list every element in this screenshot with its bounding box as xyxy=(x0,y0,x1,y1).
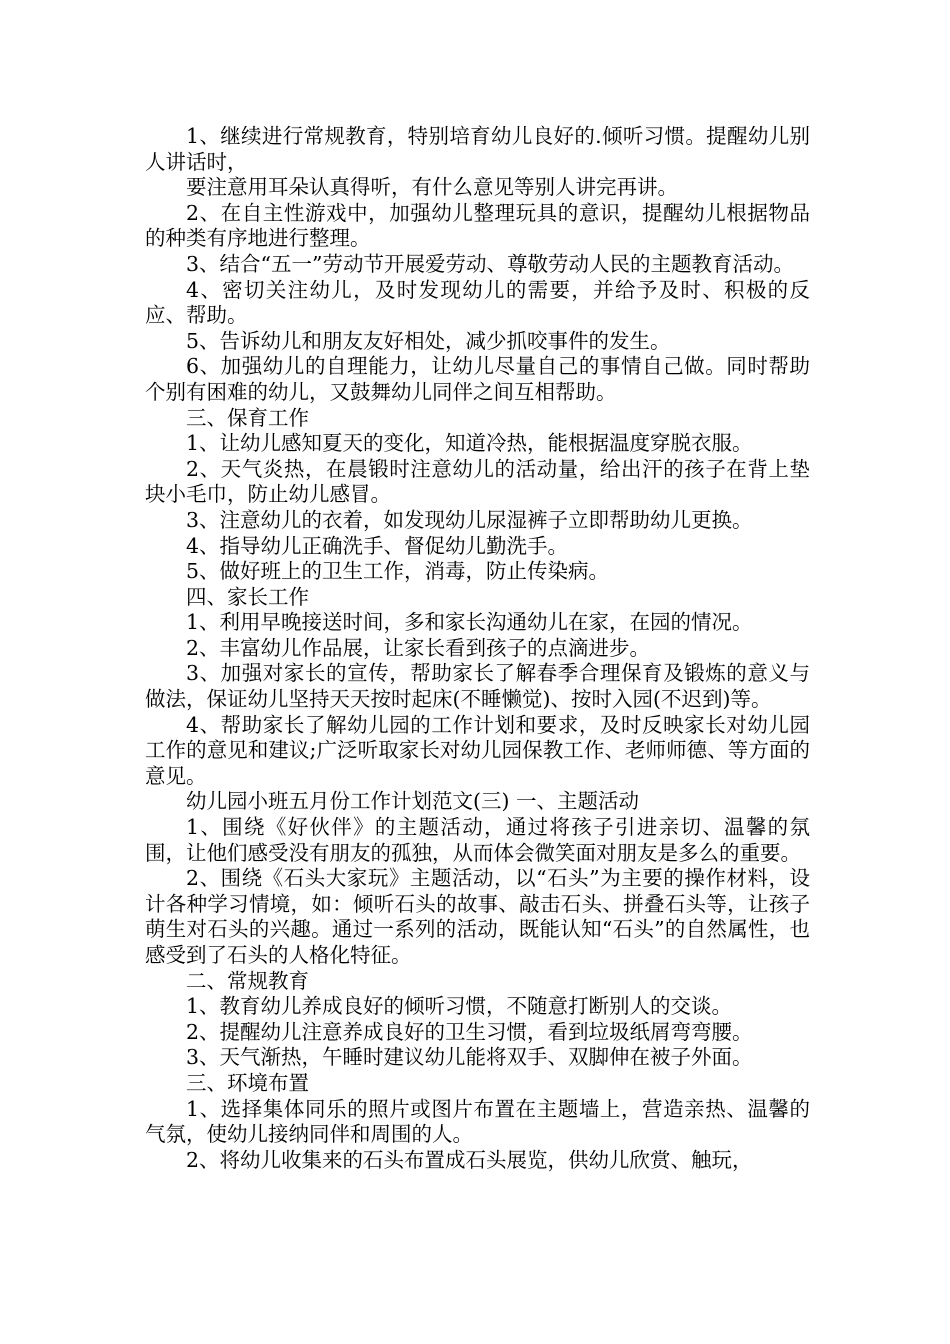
paragraph-stones-theme: 2、围绕《石头大家玩》主题活动，以“石头”为主要的操作材料，设计各种学习情境，如：倾听石头的故事、敲击石头、拼叠石头等，让孩子萌生对石头的兴趣。通过一系列的活动，既能认知“石头”的自然属性，也感受到了石头的人格化特征。 xyxy=(145,866,810,967)
section-heading-care-work: 三、保育工作 xyxy=(186,405,309,430)
paragraph-listening-habit: 1、继续进行常规教育，特别培育幼儿良好的.倾听习惯。提醒幼儿别人讲话时， xyxy=(145,124,810,174)
paragraph-no-interrupting: 1、教育幼儿养成良好的倾听习惯，不随意打断别人的交谈。 xyxy=(186,994,733,1019)
paragraph-morning-exercise: 2、天气炎热，在晨锻时注意幼儿的活动量，给出汗的孩子在背上垫块小毛巾，防止幼儿感冒。 xyxy=(145,456,810,507)
paragraph-stone-exhibition: 2、将幼儿收集来的石头布置成石头展览，供幼儿欣赏、触玩， xyxy=(186,1147,753,1172)
section-title-plan-three: 幼儿园小班五月份工作计划范文(三) 一、主题活动 xyxy=(186,789,640,814)
paragraph-get-along: 5、告诉幼儿和朋友友好相处，减少抓咬事件的发生。 xyxy=(186,328,671,353)
paragraph-theme-wall: 1、选择集体同乐的照片或图片布置在主题墙上，营造亲热、温馨的气氛，使幼儿接纳同伴和周围的人。 xyxy=(145,1096,810,1147)
paragraph-self-care: 6、加强幼儿的自理能力，让幼儿尽量自己的事情自己做。同时帮助个别有困难的幼儿，又鼓舞幼儿同伴之间互相帮助。 xyxy=(145,354,810,404)
paragraph-parent-feedback: 4、帮助家长了解幼儿园的工作计划和要求，及时反映家长对幼儿园工作的意见和建议;广泛听取家长对幼儿园保教工作、老师师德、等方面的意见。 xyxy=(145,712,810,788)
paragraph-summer-clothing: 1、让幼儿感知夏天的变化，知道冷热，能根据温度穿脱衣服。 xyxy=(186,431,753,456)
document-body xyxy=(145,124,810,1173)
section-heading-parent-work: 四、家长工作 xyxy=(186,584,309,609)
paragraph-labor-day: 3、结合“五一”劳动节开展爱劳动、尊敬劳动人民的主题教育活动。 xyxy=(186,251,795,276)
paragraph-good-friends-theme: 1、围绕《好伙伴》的主题活动，通过将孩子引进亲切、温馨的氛围，让他们感受没有朋友的孤独，从而体会微笑面对朋友是多么的重要。 xyxy=(145,815,810,865)
paragraph-attention-needs: 4、密切关注幼儿，及时发现幼儿的需要，并给予及时、积极的反应、帮助。 xyxy=(145,277,810,328)
paragraph-hand-washing: 4、指导幼儿正确洗手、督促幼儿勤洗手。 xyxy=(186,533,569,558)
section-heading-environment: 三、环境布置 xyxy=(186,1070,309,1095)
paragraph-toy-tidying: 2、在自主性游戏中，加强幼儿整理玩具的意识，提醒幼儿根据物品的种类有序地进行整理。 xyxy=(145,200,810,251)
paragraph-parent-communication: 1、利用早晚接送时间，多和家长沟通幼儿在家，在园的情况。 xyxy=(186,610,753,635)
paragraph-clothing-check: 3、注意幼儿的衣着，如发现幼儿尿湿裤子立即帮助幼儿更换。 xyxy=(186,507,753,532)
paragraph-nap-time: 3、天气渐热，午睡时建议幼儿能将双手、双脚伸在被子外面。 xyxy=(186,1045,753,1070)
paragraph-hygiene: 5、做好班上的卫生工作，消毒，防止传染病。 xyxy=(186,559,610,584)
paragraph-artwork-display: 2、丰富幼儿作品展，让家长看到孩子的点滴进步。 xyxy=(186,635,651,660)
paragraph-pick-up-litter: 2、提醒幼儿注意养成良好的卫生习惯，看到垃圾纸屑弯弯腰。 xyxy=(186,1019,753,1044)
paragraph-parent-publicity: 3、加强对家长的宣传，帮助家长了解春季合理保育及锻炼的意义与做法，保证幼儿坚持天天按时起床(不睡懒觉)、按时入园(不迟到)等。 xyxy=(145,661,810,712)
section-heading-routine-education: 二、常规教育 xyxy=(186,968,309,993)
paragraph-listen-carefully: 要注意用耳朵认真得听，有什么意见等别人讲完再讲。 xyxy=(186,175,678,200)
